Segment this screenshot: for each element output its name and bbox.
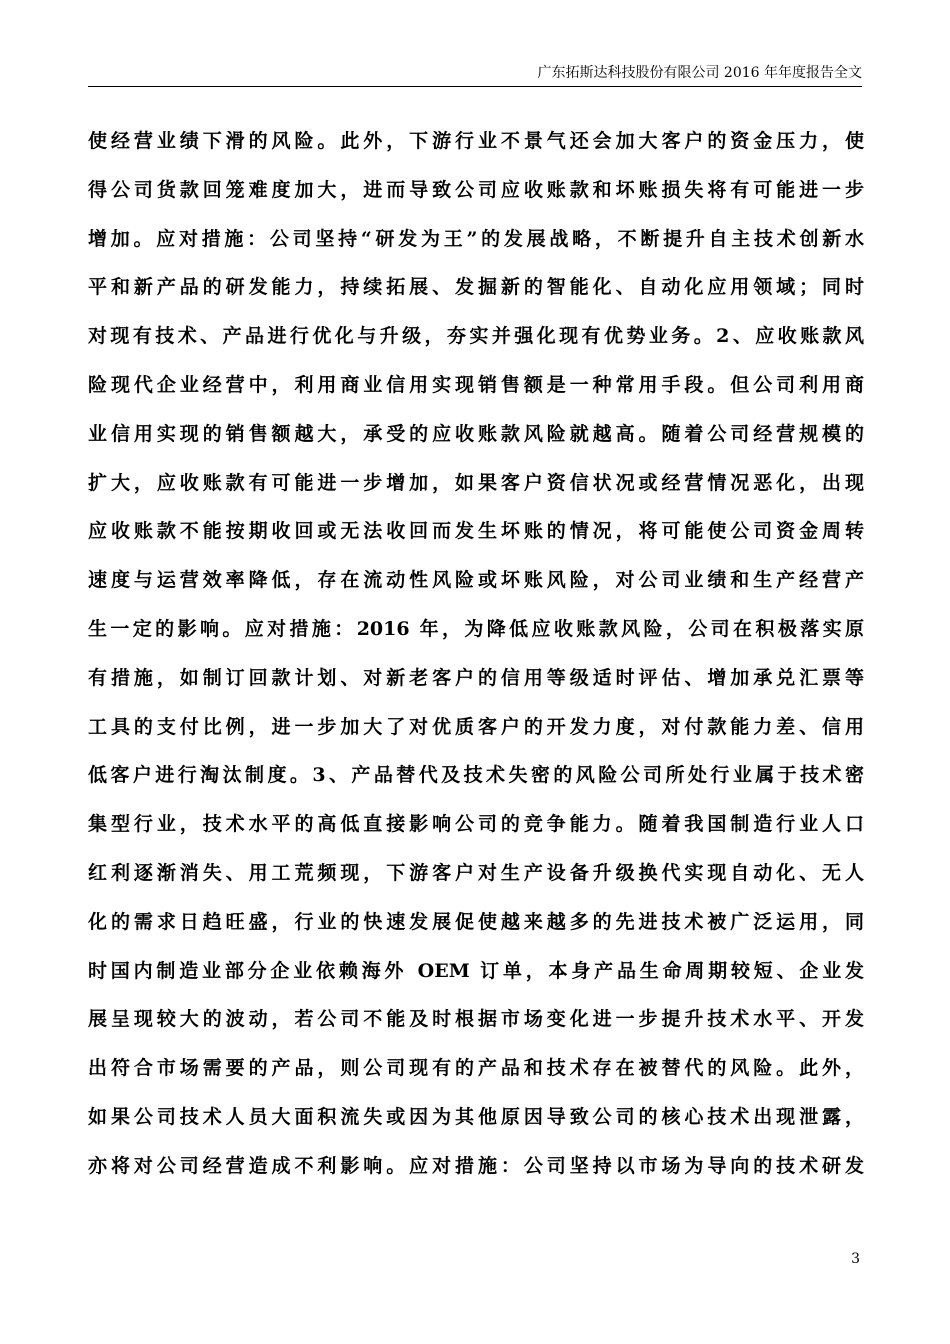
text-line: 对现有技术、产品进行优化与升级，夯实并强化现有优势业务。2、应收账款风 [88, 325, 864, 348]
text-line: 工具的支付比例，进一步加大了对优质客户的开发力度，对付款能力差、信用 [88, 715, 864, 738]
text-line: 如果公司技术人员大面积流失或因为其他原因导致公司的核心技术出现泄露， [88, 1105, 864, 1128]
text-line: 扩大，应收账款有可能进一步增加，如果客户资信状况或经营情况恶化，出现 [88, 471, 864, 494]
text-line: 出符合市场需要的产品，则公司现有的产品和技术存在被替代的风险。此外， [88, 1057, 864, 1080]
text-line: 生一定的影响。应对措施：2016 年，为降低应收账款风险，公司在积极落实原 [88, 617, 864, 640]
text-line: 速度与运营效率降低，存在流动性风险或坏账风险，对公司业绩和生产经营产 [88, 569, 864, 592]
text-line: 化的需求日趋旺盛，行业的快速发展促使越来越多的先进技术被广泛运用，同 [88, 910, 864, 933]
page-number: 3 [851, 1251, 860, 1267]
text-line: 低客户进行淘汰制度。3、产品替代及技术失密的风险公司所处行业属于技术密 [88, 764, 864, 787]
text-line: 应收账款不能按期收回或无法收回而发生坏账的情况，将可能使公司资金周转 [88, 520, 864, 543]
text-line: 使经营业绩下滑的风险。此外，下游行业不景气还会加大客户的资金压力，使 [88, 130, 864, 152]
text-line: 业信用实现的销售额越大，承受的应收账款风险就越高。随着公司经营规模的 [88, 422, 864, 445]
body-text [88, 121, 864, 1195]
text-line: 时国内制造业部分企业依赖海外 OEM 订单，本身产品生命周期较短、企业发 [88, 959, 864, 982]
text-line: 有措施，如制订回款计划、对新老客户的信用等级适时评估、增加承兑汇票等 [88, 666, 864, 689]
text-line: 亦将对公司经营造成不利影响。应对措施：公司坚持以市场为导向的技术研发 [88, 1154, 864, 1177]
text-line: 得公司货款回笼难度加大，进而导致公司应收账款和坏账损失将有可能进一步 [88, 178, 864, 201]
text-line: 险现代企业经营中，利用商业信用实现销售额是一种常用手段。但公司利用商 [88, 373, 864, 396]
text-line: 红利逐渐消失、用工荒频现，下游客户对生产设备升级换代实现自动化、无人 [88, 861, 864, 884]
page-header [88, 64, 862, 87]
header-title: 广东拓斯达科技股份有限公司 2016 年年度报告全文 [537, 65, 862, 81]
text-line: 展呈现较大的波动，若公司不能及时根据市场变化进一步提升技术水平、开发 [88, 1008, 864, 1031]
text-line: 增加。应对措施：公司坚持“研发为王”的发展战略，不断提升自主技术创新水 [88, 227, 864, 250]
text-line: 平和新产品的研发能力，持续拓展、发掘新的智能化、自动化应用领域；同时 [88, 276, 864, 299]
text-line: 集型行业，技术水平的高低直接影响公司的竞争能力。随着我国制造行业人口 [88, 813, 864, 836]
